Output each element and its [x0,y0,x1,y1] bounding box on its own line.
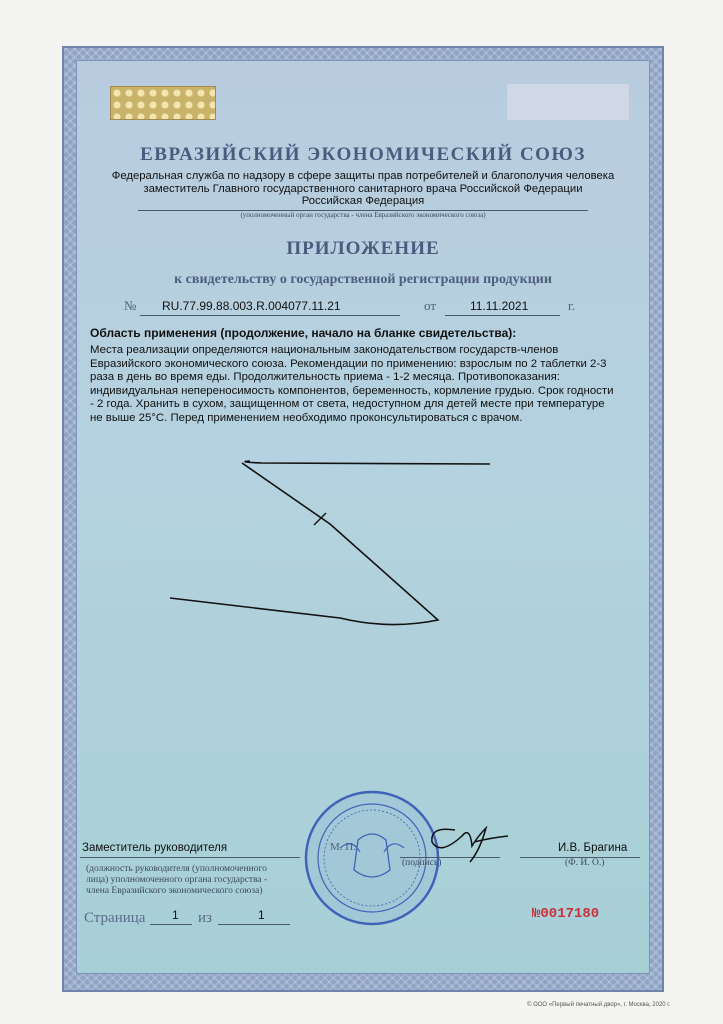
fio-caption: (Ф. И. О.) [565,858,605,868]
signer-position: Заместитель руководителя [82,842,228,854]
total-underline [218,924,290,925]
serial-number: №0017180 [532,906,600,922]
page-underline [150,924,192,925]
document-subtitle: к свидетельству о государственной регистрации продукции [174,272,552,287]
of-label: из [198,910,212,926]
area-of-use-title: Область применения (продолжение, начало на бланке свидетельства): [90,326,517,340]
page-label: Страница [84,910,146,926]
number-label: № [124,298,137,313]
mp-label: М. П. [330,841,356,853]
registration-date: 11.11.2021 [470,299,529,313]
from-label: от [424,298,437,313]
signer-name: И.В. Брагина [558,842,628,854]
area-of-use-text: Места реализации определяются национальным законодательством государств-членов Евразийского экономического союза. Рекомендации по применению: взрослым по 2 таблетки 2-3 раза в день во время еды. Продолжительность приема - 1-2 месяца. Противопоказания: индивидуальная непереносимость компонентов, беременность, кормление грудью. Срок годности - 2 года. Хранить в сухом, защищенном от света, недоступном для детей месте при температуре не выше 25°С. Перед применением необходимо проконсультироваться с врачом. [90,344,614,424]
year-label: г. [568,298,576,313]
document-title: ПРИЛОЖЕНИЕ [286,238,440,259]
authority-caption: (уполномоченный орган государства - члена Евразийского экономического союза) [240,211,486,219]
signature-caption: (подпись) [402,858,442,868]
printer-footer: © ООО «Первый печатный двор», г. Москва, 2020 г. [527,1002,671,1008]
position-caption: (должность руководителя (уполномоченного лица) уполномоченного органа государства - члена Евразийского экономического союза) [86,864,268,896]
page-number: 1 [172,908,179,922]
registration-number: RU.77.99.88.003.R.004077.11.21 [162,299,341,313]
authority-name: Федеральная служба по надзору в сфере защиты прав потребителей и благополучия человека заместитель Главного государственного санитарного врача Российской Федерации Российская Федерация [111,170,615,207]
total-pages: 1 [258,908,265,922]
union-title: ЕВРАЗИЙСКИЙ ЭКОНОМИЧЕСКИЙ СОЮЗ [140,144,586,165]
